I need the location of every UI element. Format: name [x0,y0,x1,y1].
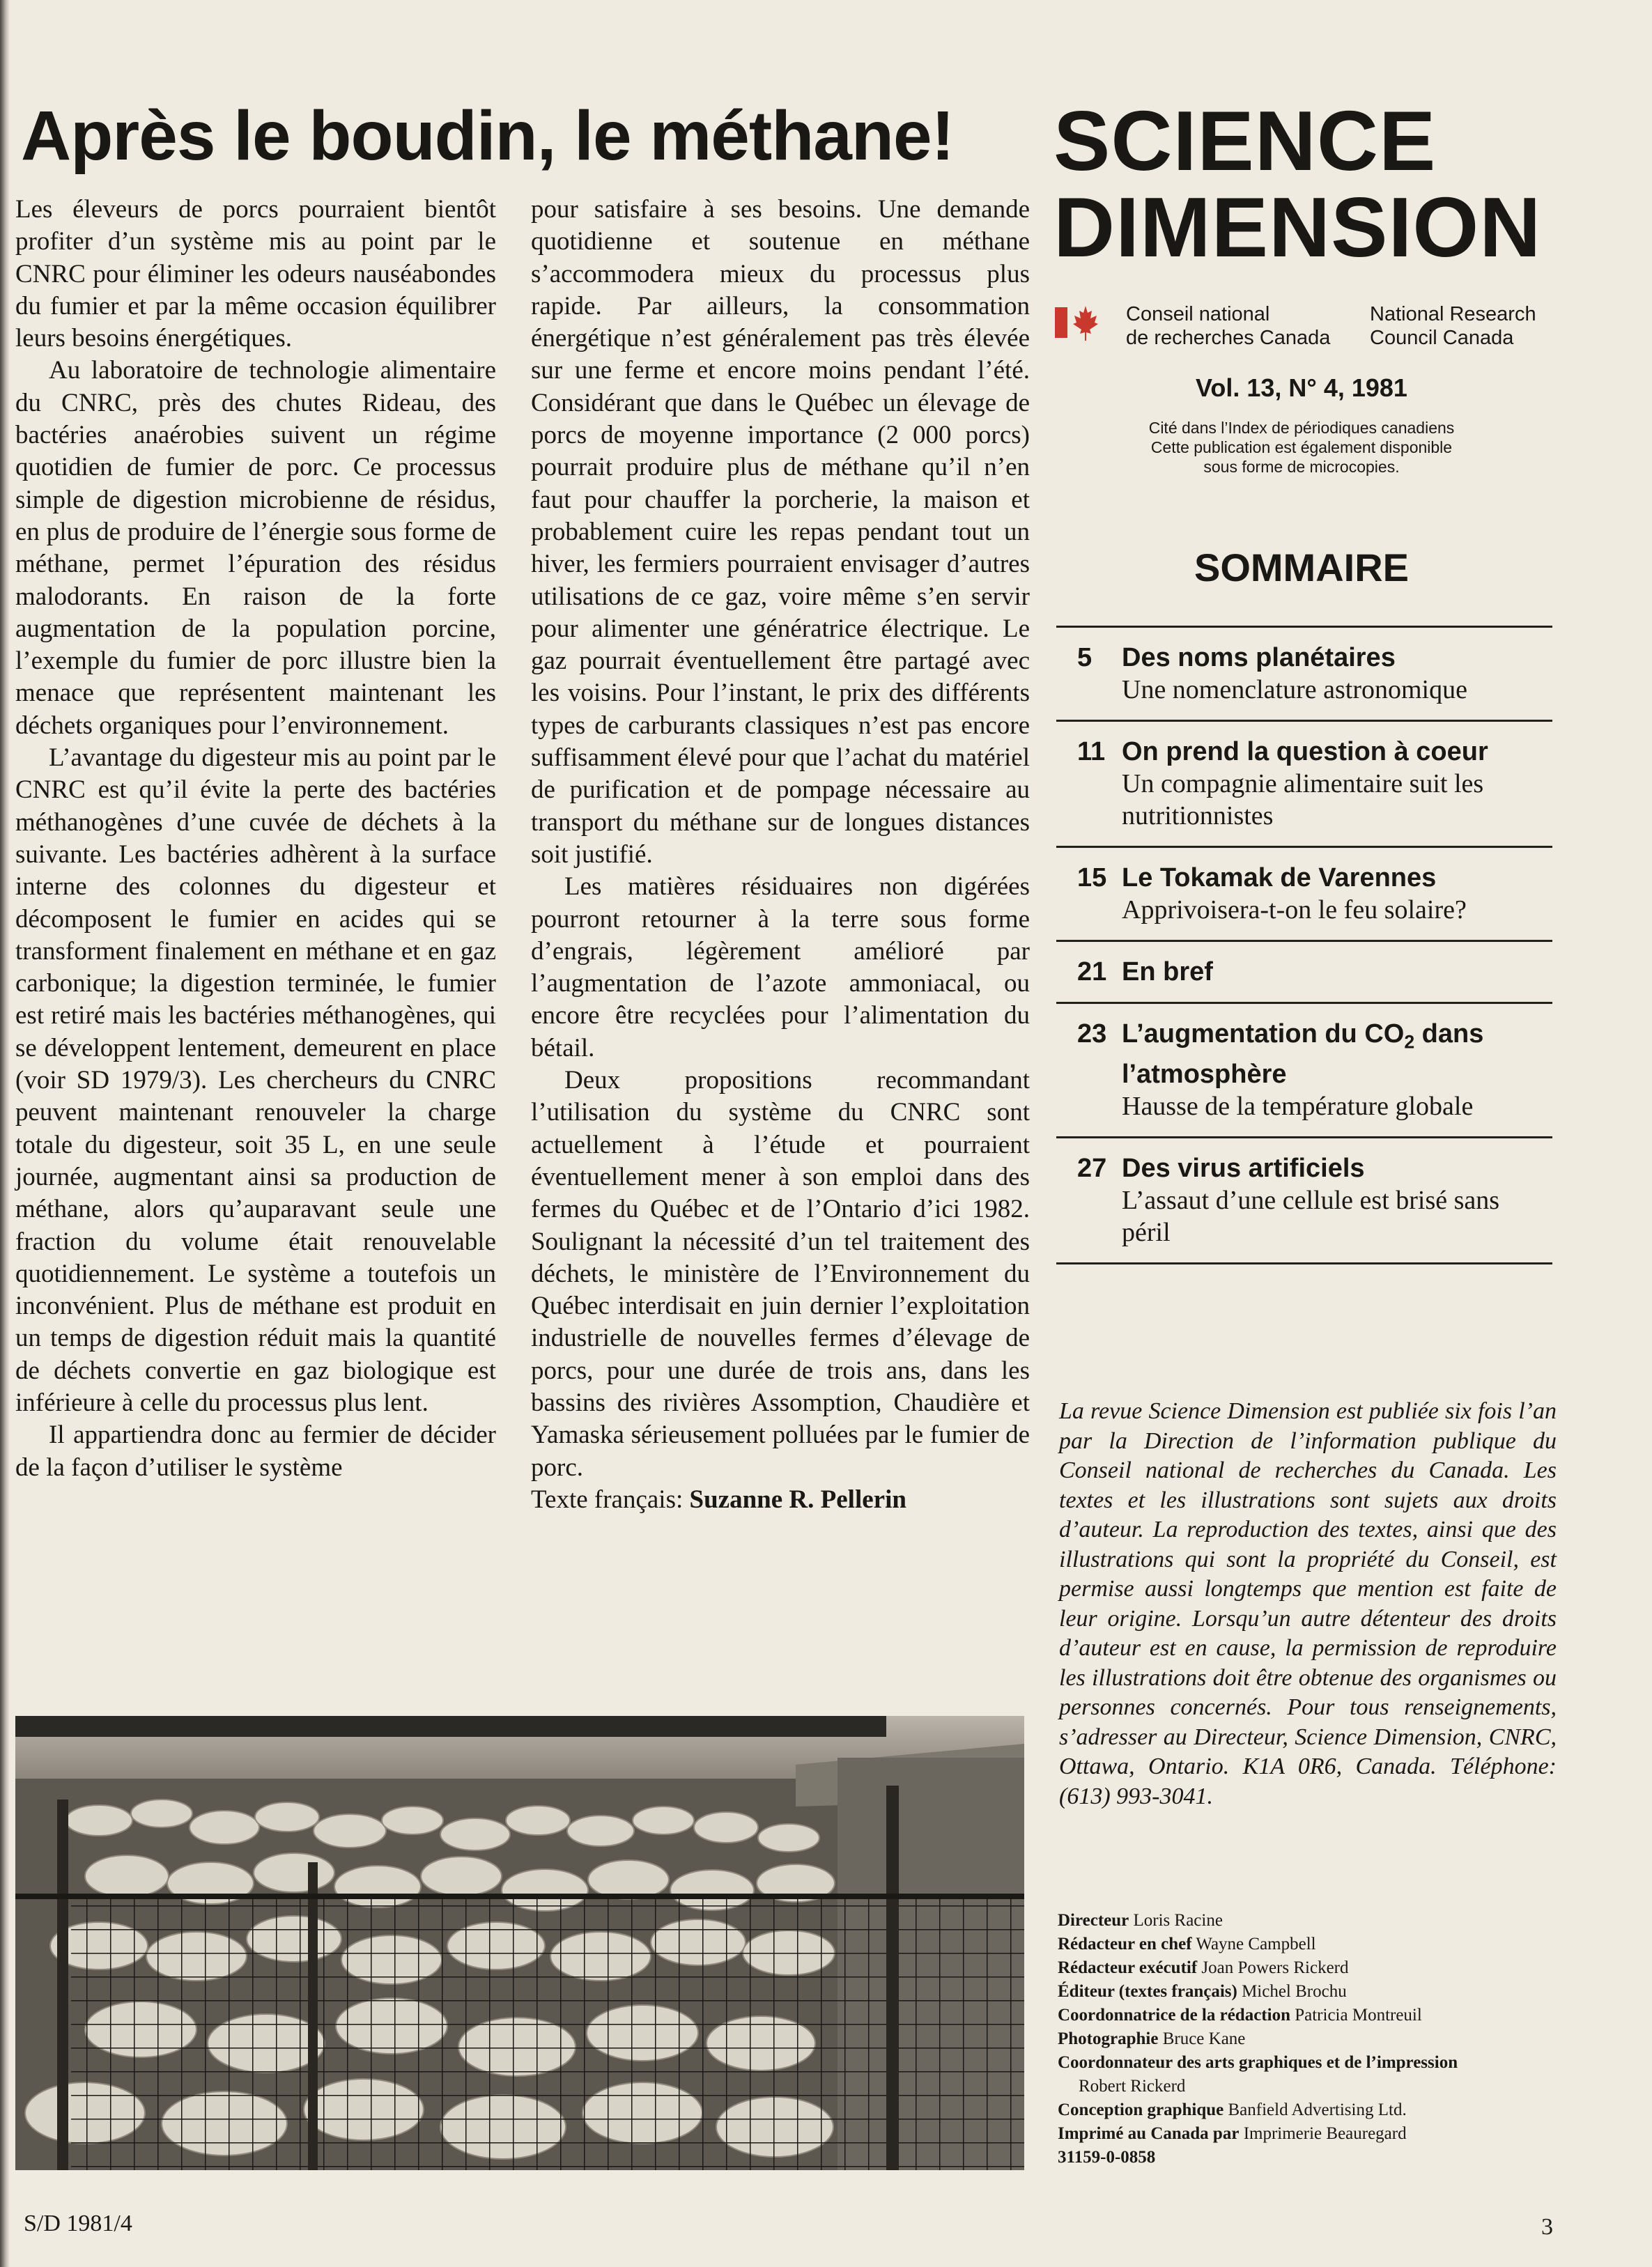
toc-title-part: dans l’atmosphère [1122,1019,1484,1089]
credit-line [1058,2146,1587,2169]
credit-name: Imprimerie Beauregard [1243,2124,1407,2143]
council-fr-line: Conseil national [1126,303,1270,325]
index-note-line: Cité dans l’Index de périodiques canadiens [1148,419,1455,437]
credit-name: Loris Racine [1133,1911,1223,1930]
toc-entry[interactable] [1056,942,1552,1002]
article-paragraph: Deux propositions recommandant l’utilisation du système du CNRC sont actuellement à l’étude et pourraient éventuellement mener à son emploi dans des fermes du Québec et de l’Ontario d’ici 1982. Soulignant la nécessité d’un tel traitement des déchets, le ministère de l’Environnement du Québec interdisait en juin dernier l’exploitation industrielle de nouvelles fermes d’élevage de porcs, pour une durée de trois ans, dans les bassins des rivières Assomption, Chaudière et Yamaska sérieusement polluées par le fumier de porc. [531,1066,1030,1482]
council-fr-line: de recherches Canada [1126,327,1331,349]
credit-role: Coordonnatrice de la rédaction [1058,2006,1290,2025]
credit-line [1058,2122,1587,2146]
pig-pen-photo-graphic [15,1716,1024,2170]
credit-role: Directeur [1058,1911,1129,1930]
toc-subtitle: Hausse de la température globale [1122,1091,1474,1121]
toc-subtitle: Un compagnie alimentaire suit les nutritionnistes [1122,769,1484,830]
credit-line [1058,2027,1587,2051]
credit-line [1058,2075,1587,2098]
credit-name: Michel Brochu [1242,1982,1347,2001]
toc-subtitle: L’assaut d’une cellule est brisé sans péril [1122,1185,1500,1247]
translation-label: Texte français: [531,1485,684,1514]
article-paragraph: Les matières résiduaires non digérées pourront retourner à la terre sous forme d’engrais, légèrement amélioré par l’augmentation de l’azote ammoniacal, ou encore être recyclées pour l’alimentation du bétail. [531,872,1030,1062]
canada-flag-icon [1055,303,1099,342]
credit-line [1058,2098,1587,2122]
index-note-line: sous forme de microcopies. [1203,458,1400,476]
binding-edge [0,0,10,2267]
credit-name: Bruce Kane [1162,2029,1246,2048]
toc-page-number: 23 [1077,1019,1107,1049]
article-column-1 [15,194,496,1484]
toc-title: Des virus artificiels [1122,1153,1365,1183]
toc-title: Des noms planétaires [1122,643,1396,672]
table-of-contents [1056,626,1552,1264]
toc-entry[interactable] [1056,848,1552,940]
index-note-line: Cette publication est également disponible [1150,438,1453,456]
toc-page-number: 5 [1077,643,1093,672]
toc-title: En bref [1122,957,1213,987]
article-column-2 [531,194,1030,1516]
credit-role: Conception graphique [1058,2100,1224,2119]
credit-line [1058,1909,1587,1933]
toc-title: On prend la question à coeur [1122,737,1488,766]
magazine-title-line-2: DIMENSION [1053,180,1542,274]
article-paragraph: Il appartiendra donc au fermier de décider de la façon d’utiliser le système [15,1421,496,1482]
credit-name: Banfield Advertising Ltd. [1228,2100,1407,2119]
credit-line [1058,1933,1587,1956]
council-en-line: National Research [1370,303,1536,325]
credit-name: Robert Rickerd [1079,2077,1186,2096]
toc-subtitle: Apprivoisera-t-on le feu solaire? [1122,895,1467,924]
council-en-line: Council Canada [1370,327,1514,349]
toc-entry[interactable] [1056,1138,1552,1262]
contents-heading: SOMMAIRE [1194,546,1409,589]
article-paragraph: Les éleveurs de porcs pourraient bientôt profiter d’un système mis au point par le CNRC pour éliminer les odeurs nauséabondes du fumier et par la même occasion équilibrer leurs besoins énergétiques. [15,195,496,353]
council-name-french [1126,302,1363,350]
toc-page-number: 21 [1077,957,1107,987]
toc-page-number: 11 [1077,737,1106,766]
wire-fence [71,1894,1024,2170]
credit-role: Rédacteur exécutif [1058,1958,1198,1977]
credit-role: Éditeur (textes français) [1058,1982,1237,2001]
credit-role: Imprimé au Canada par [1058,2124,1240,2143]
pig-pen-photo [15,1716,1024,2170]
toc-title-subscript: 2 [1404,1031,1415,1053]
credit-name: Patricia Montreuil [1295,2006,1422,2025]
staff-credits [1058,1909,1587,2169]
toc-page-number: 15 [1077,863,1107,892]
magazine-title [1053,93,1639,274]
toc-title [1122,1018,1552,1090]
page-number: 3 [1541,2214,1553,2240]
credit-line [1058,2051,1587,2075]
volume-info: Vol. 13, N° 4, 1981 [1196,373,1407,402]
council-name-english [1370,302,1635,350]
credit-line [1058,2004,1587,2027]
index-note [1053,418,1550,477]
toc-page-number: 27 [1077,1153,1107,1183]
credit-line [1058,1956,1587,1980]
divider [1056,1262,1552,1264]
article-paragraph: Au laboratoire de technologie alimentaire du CNRC, près des chutes Rideau, des bactéries anaérobies suivent un régime quotidien de fumier de porc. Ce processus simple de digestion microbienne de résidus, en plus de produire de l’énergie sous forme de méthane, permet l’épuration des résidus malodorants. En raison de la forte augmentation de la population porcine, l’exemple du fumier de porc illustre bien la menace que représentent maintenant les déchets organiques pour l’environnement. [15,356,496,740]
translator-name: Suzanne R. Pellerin [689,1485,906,1514]
credit-name: Wayne Campbell [1196,1935,1316,1953]
toc-entry[interactable] [1056,1004,1552,1136]
toc-title: Le Tokamak de Varennes [1122,863,1437,892]
toc-subtitle: Une nomenclature astronomique [1122,675,1467,704]
toc-entry[interactable] [1056,628,1552,720]
toc-entry[interactable] [1056,722,1552,846]
publication-notice: La revue Science Dimension est publiée six fois l’an par la Direction de l’information publique du Conseil national de recherches du Canada. Les textes et les illustrations sont sujets aux droits d’auteur. La reproduction des textes, ainsi que des illustrations qui sont la propriété du Conseil, est permise aussi longtemps que mention est faite de leur origine. Lorsqu’un autre détenteur des droits d’auteur est en cause, la permission de reproduire les illustrations doit être obtenue des organismes ou personnes concernés. Pour tous renseignements, s’adresser au Directeur, Science Dimension, CNRC, Ottawa, Ontario. K1A 0R6, Canada. Téléphone: (613) 993-3041. [1059,1398,1557,1809]
article-paragraph: L’avantage du digesteur mis au point par le CNRC est qu’il évite la perte des bactéries méthanogènes d’une cuvée de déchets à la suivante. Les bactéries adhèrent à la surface interne des colonnes du digesteur et décomposent le fumier en acides qui se transforment finalement en méthane et en gaz carbonique; la digestion terminée, le fumier est retiré mais les bactéries méthanogènes, qui se développent lentement, demeurent en place (voir SD 1979/3). Les chercheurs du CNRC peuvent maintenant renouveler la charge totale du digesteur, soit 35 L, en une seule journée, augmentant ainsi sa production de méthane, alors qu’auparavant seule une fraction du volume était renouvelable quotidiennement. Le système a toutefois un inconvénient. Plus de méthane est produit en un temps de digestion réduit mais la quantité de déchets convertie en gaz biologique est inférieure à celle du processus plus lent. [15,743,496,1417]
credit-role: Photographie [1058,2029,1159,2048]
issn-number: 31159-0-0858 [1058,2148,1156,2167]
article-paragraph: pour satisfaire à ses besoins. Une demande quotidienne et soutenue en méthane s’accommodera mieux du processus plus rapide. Par ailleurs, la consommation énergétique n’est généralement pas très élevée sur une ferme et encore moins pendant l’été. Considérant que dans le Québec un élevage de porcs de moyenne importance (2 000 porcs) pourrait produire plus de méthane qu’il n’en faut pour chauffer la porcherie, la maison et probablement cuire les repas pendant tout un hiver, les fermiers pourraient envisager d’autres utilisations de ce gaz, voire même s’en servir pour alimenter une génératrice électrique. Le gaz pourrait éventuellement être partagé avec les voisins. Pour l’instant, le prix des différents types de carburants classiques n’est pas encore suffisamment élevé pour que l’achat du matériel de purification et de pompage nécessaire au transport du méthane sur de longues distances soit justifié. [531,195,1030,869]
credit-role: Coordonnateur des arts graphiques et de l’impression [1058,2053,1458,2072]
magazine-title-line-1: SCIENCE [1053,93,1437,188]
credit-role: Rédacteur en chef [1058,1935,1192,1953]
issue-footer: S/D 1981/4 [24,2211,132,2236]
translation-credit [531,1484,1030,1516]
toc-title-part: L’augmentation du CO [1122,1019,1405,1049]
credit-name: Joan Powers Rickerd [1201,1958,1349,1977]
credit-line [1058,1980,1587,2004]
article-headline: Après le boudin, le méthane! [21,97,954,175]
